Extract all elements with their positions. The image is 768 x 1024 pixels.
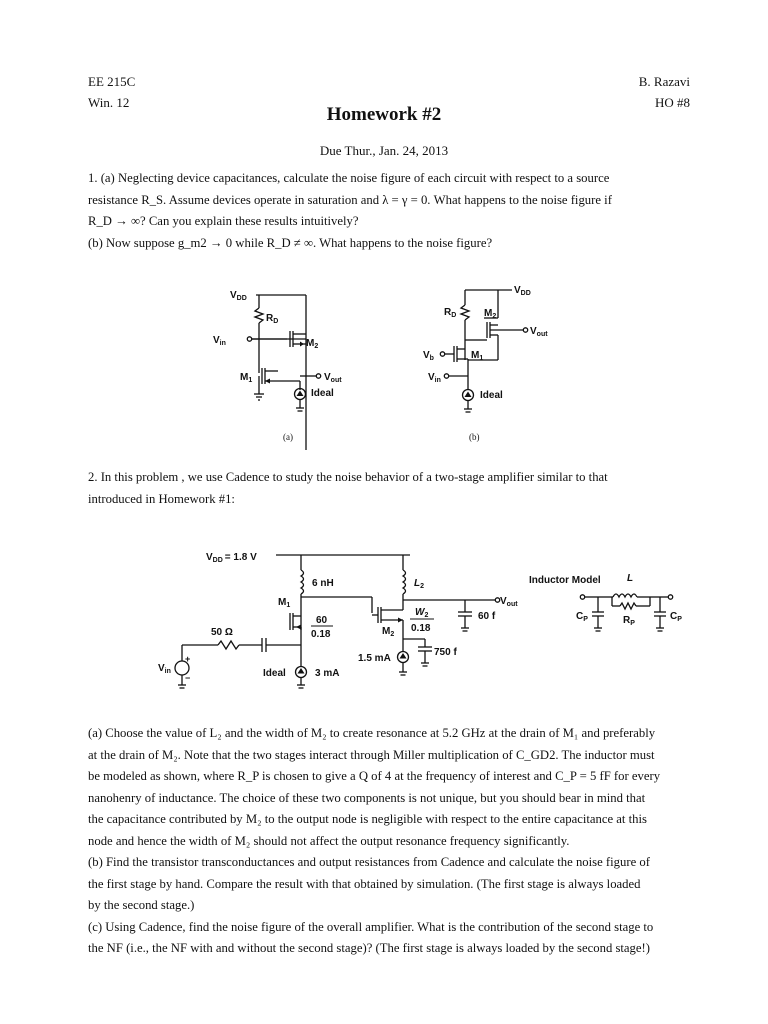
fig2-m2-label: $M_2$ <box>382 626 395 638</box>
fig-a-vdd-label: $V_{DD}$ <box>230 290 247 302</box>
fig2-m2-width: $W_2$ <box>415 607 429 619</box>
part-a-line-6: node and hence the width of M₂ should not affect the output resonance frequency significantly. <box>88 833 570 848</box>
fig2-ideal-label: Ideal <box>263 668 286 679</box>
problem-1-line-4: (b) Now suppose g_m2 → 0 while R_D ≠ ∞. What happens to the noise figure? <box>88 235 493 250</box>
inductor-model-title: Inductor Model <box>529 575 601 586</box>
inductor-model-l-label: L <box>627 573 634 584</box>
figure-1-circuits <box>0 270 768 450</box>
fig-a-m2-label: $M_2$ <box>306 338 319 350</box>
fig2-vin-label: $V_{in}$ <box>158 663 171 675</box>
problem-2-intro-line-1: 2. In this problem , we use Cadence to study the noise behavior of a two-stage amplifier similar to that <box>88 470 608 484</box>
fig2-i2-label: 1.5 mA <box>358 653 391 664</box>
problem-2-intro <box>88 467 693 510</box>
problem-1-line-2: resistance R_S. Assume devices operate in saturation and λ = γ = 0. What happens to the noise figure if <box>88 192 612 207</box>
fig-b-vin-label: $V_{in}$ <box>428 372 441 384</box>
fig-a-m1-label: $M_1$ <box>240 372 253 384</box>
fig2-m2-length: 0.18 <box>411 623 431 634</box>
due-date: Due Thur., Jan. 24, 2013 <box>319 143 449 158</box>
figure-2-two-stage-amplifier <box>0 535 768 700</box>
problem-2-parts <box>88 723 693 960</box>
fig2-plus-sign: + <box>185 654 191 664</box>
fig-a-ideal-label: Ideal <box>311 388 334 399</box>
part-a-line-5: the capacitance contributed by M₂ to the output node is negligible with respect to the entire capacitance at this <box>88 812 647 826</box>
fig-b-m2-label: $M_2$ <box>484 308 497 320</box>
inductor-model-cp-right: $C_P$ <box>670 611 682 623</box>
problem-1 <box>88 168 693 254</box>
fig-b-caption: (b) <box>469 432 480 442</box>
course-code: EE 215C <box>88 74 136 89</box>
problem-2-intro-line-2: introduced in Homework #1: <box>88 491 235 506</box>
part-c-line-2: the NF (i.e., the NF with and without the second stage)? (The first stage is always loaded by the second stage!) <box>88 941 650 955</box>
part-a-line-4: nanohenry of inductance. The choice of these two components is not unique, but you should bear in mind that <box>88 790 646 805</box>
term: Win. 12 <box>88 95 130 110</box>
fig2-m1-label: $M_1$ <box>278 597 291 609</box>
part-b-line-2: the first stage by hand. Compare the result with that obtained by simulation. (The first stage is always loaded <box>88 876 641 891</box>
inductor-model-cp-left: $C_P$ <box>576 611 588 623</box>
inductor-model-rp-label: $R_P$ <box>623 615 635 627</box>
fig2-m1-width: 60 <box>316 615 328 626</box>
author: B. Razavi <box>638 74 690 89</box>
fig2-i1-label: 3 mA <box>315 668 340 679</box>
part-b-line-1: (b) Find the transistor transconductances and output resistances from Cadence and calculate the noise figure of <box>88 855 650 869</box>
fig2-l2-label: $L_2$ <box>414 578 425 590</box>
part-a-line-3: be modeled as shown, where R_P is chosen to give a Q of 4 at the frequency of interest and C_P = 5 fF for every <box>88 769 661 783</box>
page-title: Homework #2 <box>326 104 442 125</box>
part-a-line-1: (a) Choose the value of L₂ and the width of M₂ to create resonance at 5.2 GHz at the drain of M₁ and preferably <box>88 726 656 740</box>
fig-b-ideal-label: Ideal <box>480 390 503 401</box>
fig2-m1-length: 0.18 <box>311 629 331 640</box>
fig2-l1-label: 6 nH <box>312 578 334 589</box>
fig2-cout-label: 60 f <box>478 611 496 622</box>
handout-number: HO #8 <box>654 95 690 110</box>
fig2-vdd-label: $V_{DD} = 1.8$ V <box>206 552 257 564</box>
part-b-line-3: by the second stage.) <box>88 898 195 912</box>
fig-b-vout-label: $V_{out}$ <box>530 326 548 338</box>
part-c-line-1: (c) Using Cadence, find the noise figure of the overall amplifier. What is the contribution of the second stage to <box>88 919 654 934</box>
fig-b-m1-label: $M_1$ <box>471 350 484 362</box>
fig2-vout-label: $V_{out}$ <box>500 596 518 608</box>
fig2-cmid-label: 750 f <box>434 647 457 658</box>
fig-a-caption: (a) <box>283 432 293 442</box>
fig-b-vb-label: $V_b$ <box>423 350 434 362</box>
fig-a-vin-label: $V_{in}$ <box>213 335 226 347</box>
fig2-minus-sign: − <box>185 673 191 683</box>
fig2-rs-label: 50 Ω <box>211 627 233 638</box>
problem-1-line-1: 1. (a) Neglecting device capacitances, calculate the noise figure of each circuit with respect to a source <box>88 171 610 185</box>
fig-a-rd-label: $R_D$ <box>266 313 279 325</box>
problem-1-line-3: R_D → ∞? Can you explain these results intuitively? <box>88 214 359 228</box>
part-a-line-2: at the drain of M₂. Note that the two stages interact through Miller multiplication of C_GD2. The inductor must <box>88 747 655 762</box>
fig-b-rd-label: $R_D$ <box>444 307 457 319</box>
fig-b-vdd-label: $V_{DD}$ <box>514 285 531 297</box>
fig-a-vout-label: $V_{out}$ <box>324 372 342 384</box>
